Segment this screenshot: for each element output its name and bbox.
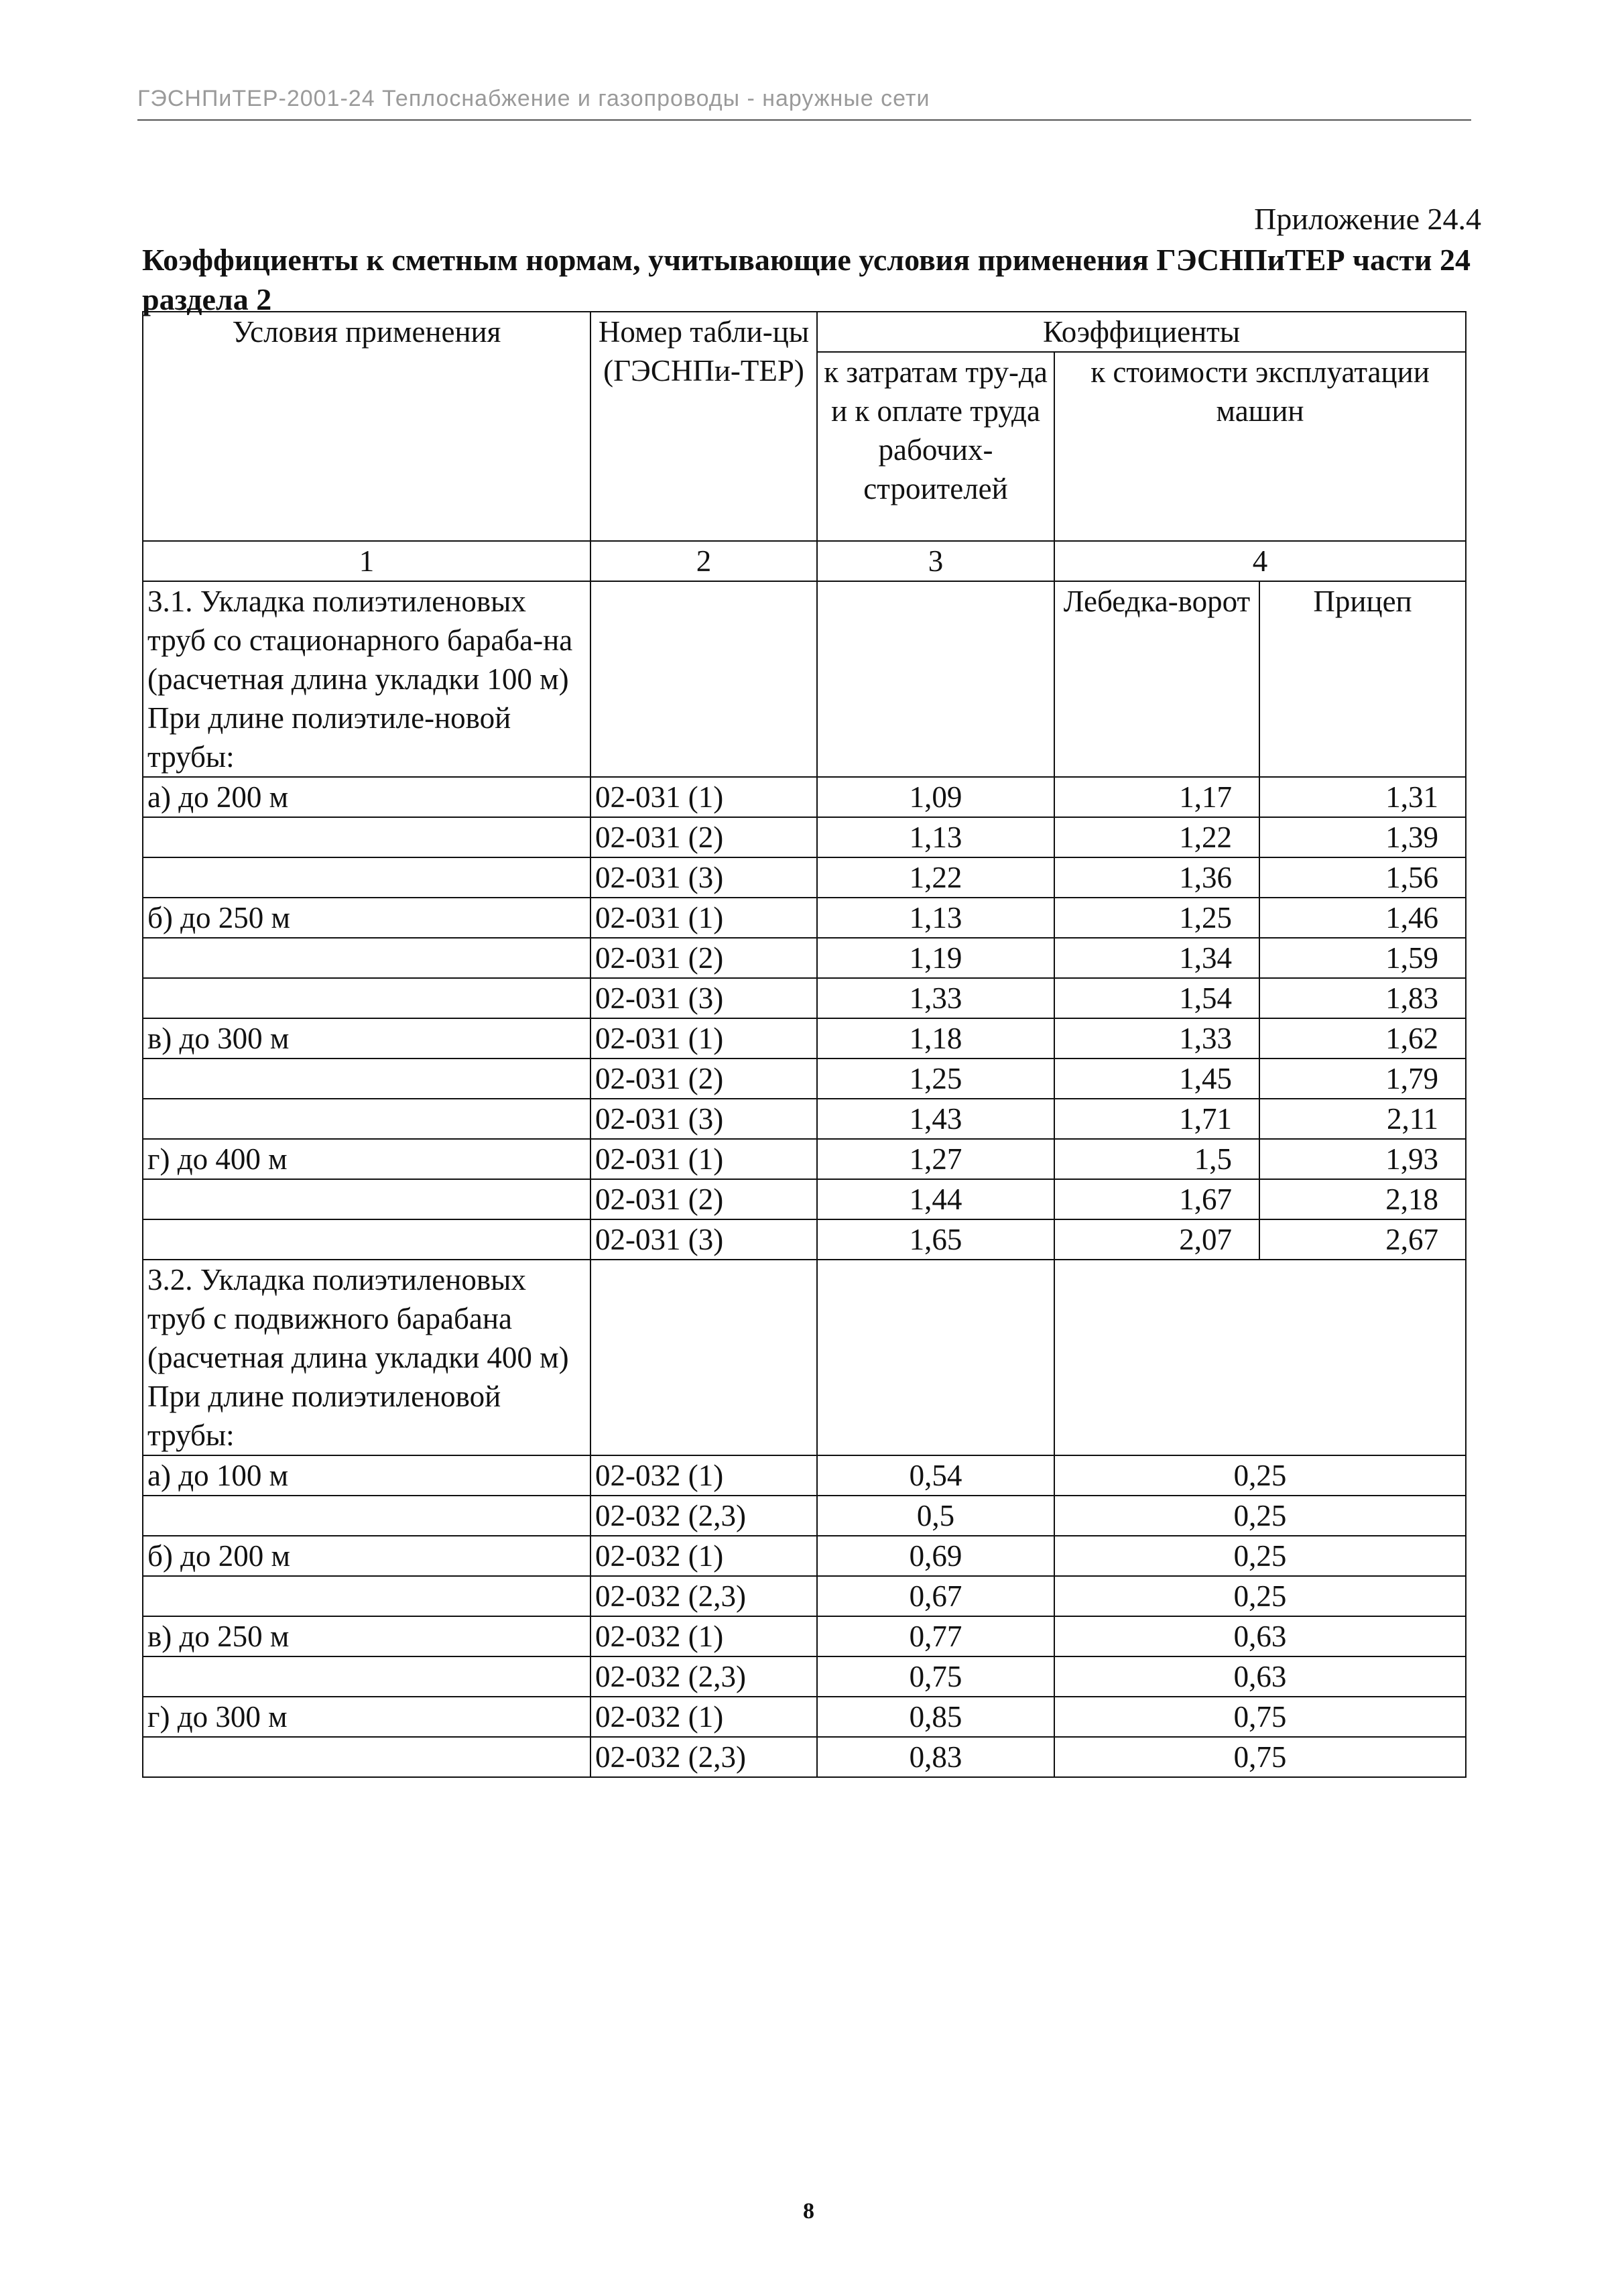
table-row xyxy=(143,857,1466,898)
condition-cell: г) до 300 м xyxy=(143,1697,590,1737)
section-2-body xyxy=(143,1260,1466,1777)
table-header-group xyxy=(143,312,1466,581)
condition-cell xyxy=(143,1099,590,1139)
table-row xyxy=(143,1219,1466,1260)
table-number-cell: 02-031 (2) xyxy=(590,817,817,857)
section-2-label-part2: При длине полиэтиленовой трубы: xyxy=(147,1380,501,1452)
condition-cell xyxy=(143,1219,590,1260)
section-2-label xyxy=(143,1260,590,1455)
condition-cell xyxy=(143,978,590,1018)
table-row xyxy=(143,1179,1466,1219)
labor-coef-cell: 1,27 xyxy=(817,1139,1054,1179)
table-number-cell: 02-032 (2,3) xyxy=(590,1737,817,1777)
table-number-cell: 02-031 (1) xyxy=(590,1018,817,1059)
page-number: 8 xyxy=(803,2199,814,2224)
table-number-cell: 02-032 (1) xyxy=(590,1616,817,1656)
appendix-label: Приложение 24.4 xyxy=(1254,202,1481,236)
trailer-coef-cell: 2,18 xyxy=(1259,1179,1466,1219)
coefficients-table xyxy=(142,311,1467,1778)
labor-coef-cell: 0,85 xyxy=(817,1697,1054,1737)
col-number-4: 4 xyxy=(1054,541,1466,581)
winch-coef-cell: 1,67 xyxy=(1054,1179,1259,1219)
table-row xyxy=(143,898,1466,938)
header-labor: к затратам тру-да и к оплате труда рабочих-строителей xyxy=(817,352,1054,541)
header-table-number: Номер табли-цы (ГЭСНПи-ТЕР) xyxy=(590,312,817,541)
condition-cell xyxy=(143,1576,590,1616)
labor-coef-cell: 0,54 xyxy=(817,1455,1054,1496)
empty-cell xyxy=(817,1260,1054,1455)
condition-cell: в) до 300 м xyxy=(143,1018,590,1059)
condition-cell xyxy=(143,1496,590,1536)
table-number-cell: 02-031 (1) xyxy=(590,898,817,938)
table-number-cell: 02-031 (1) xyxy=(590,1139,817,1179)
table-number-cell: 02-031 (3) xyxy=(590,1099,817,1139)
table-number-cell: 02-031 (3) xyxy=(590,978,817,1018)
table-number-cell: 02-032 (2,3) xyxy=(590,1656,817,1697)
machines-coef-cell: 0,25 xyxy=(1054,1576,1466,1616)
table-number-cell: 02-031 (3) xyxy=(590,1219,817,1260)
table-row xyxy=(143,1059,1466,1099)
labor-coef-cell: 0,77 xyxy=(817,1616,1054,1656)
table-row xyxy=(143,1018,1466,1059)
trailer-coef-cell: 1,39 xyxy=(1259,817,1466,857)
winch-coef-cell: 2,07 xyxy=(1054,1219,1259,1260)
table-row xyxy=(143,817,1466,857)
winch-coef-cell: 1,45 xyxy=(1054,1059,1259,1099)
sub-header-trailer: Прицеп xyxy=(1259,581,1466,777)
labor-coef-cell: 1,33 xyxy=(817,978,1054,1018)
machines-coef-cell: 0,25 xyxy=(1054,1455,1466,1496)
labor-coef-cell: 1,13 xyxy=(817,817,1054,857)
condition-cell: б) до 250 м xyxy=(143,898,590,938)
winch-coef-cell: 1,71 xyxy=(1054,1099,1259,1139)
condition-cell: а) до 200 м xyxy=(143,777,590,817)
machines-coef-cell: 0,63 xyxy=(1054,1616,1466,1656)
table-row xyxy=(143,1099,1466,1139)
winch-coef-cell: 1,5 xyxy=(1054,1139,1259,1179)
condition-cell xyxy=(143,857,590,898)
table-row xyxy=(143,938,1466,978)
table-row xyxy=(143,1455,1466,1496)
condition-cell: в) до 250 м xyxy=(143,1616,590,1656)
header-divider xyxy=(137,119,1471,121)
table-number-cell: 02-031 (1) xyxy=(590,777,817,817)
condition-cell xyxy=(143,938,590,978)
document-title: Коэффициенты к сметным нормам, учитывающие условия применения ГЭСНПиТЕР части 24 раздела 2 xyxy=(142,243,1471,316)
trailer-coef-cell: 1,31 xyxy=(1259,777,1466,817)
table-number-cell: 02-032 (2,3) xyxy=(590,1576,817,1616)
table-row xyxy=(143,1536,1466,1576)
running-header: ГЭСНПиТЕР-2001-24 Теплоснабжение и газопроводы - наружные сети xyxy=(137,86,930,111)
labor-coef-cell: 0,83 xyxy=(817,1737,1054,1777)
machines-coef-cell: 0,63 xyxy=(1054,1656,1466,1697)
table-number-cell: 02-031 (2) xyxy=(590,1059,817,1099)
header-conditions: Условия применения xyxy=(143,312,590,541)
labor-coef-cell: 1,13 xyxy=(817,898,1054,938)
table-row xyxy=(143,1656,1466,1697)
table-row xyxy=(143,1139,1466,1179)
trailer-coef-cell: 2,67 xyxy=(1259,1219,1466,1260)
table-number-cell: 02-032 (2,3) xyxy=(590,1496,817,1536)
condition-cell xyxy=(143,817,590,857)
condition-cell xyxy=(143,1737,590,1777)
labor-coef-cell: 1,25 xyxy=(817,1059,1054,1099)
table-number-cell: 02-032 (1) xyxy=(590,1455,817,1496)
table-row xyxy=(143,1496,1466,1536)
condition-cell xyxy=(143,1059,590,1099)
winch-coef-cell: 1,33 xyxy=(1054,1018,1259,1059)
empty-cell xyxy=(1054,1260,1466,1455)
condition-cell: г) до 400 м xyxy=(143,1139,590,1179)
winch-coef-cell: 1,22 xyxy=(1054,817,1259,857)
section-2-label-part1: 3.2. Укладка полиэтиленовых труб с подвижного барабана (расчетная длина укладки 400 м) xyxy=(147,1263,569,1374)
condition-cell xyxy=(143,1179,590,1219)
table-row xyxy=(143,1737,1466,1777)
trailer-coef-cell: 1,83 xyxy=(1259,978,1466,1018)
table-row xyxy=(143,1576,1466,1616)
section-2-heading-row xyxy=(143,1260,1466,1455)
labor-coef-cell: 1,44 xyxy=(817,1179,1054,1219)
winch-coef-cell: 1,34 xyxy=(1054,938,1259,978)
machines-coef-cell: 0,25 xyxy=(1054,1496,1466,1536)
machines-coef-cell: 0,25 xyxy=(1054,1536,1466,1576)
col-number-1: 1 xyxy=(143,541,590,581)
labor-coef-cell: 0,67 xyxy=(817,1576,1054,1616)
empty-cell xyxy=(590,1260,817,1455)
winch-coef-cell: 1,17 xyxy=(1054,777,1259,817)
trailer-coef-cell: 1,93 xyxy=(1259,1139,1466,1179)
table-number-cell: 02-032 (1) xyxy=(590,1697,817,1737)
labor-coef-cell: 1,18 xyxy=(817,1018,1054,1059)
trailer-coef-cell: 2,11 xyxy=(1259,1099,1466,1139)
machines-coef-cell: 0,75 xyxy=(1054,1737,1466,1777)
table-row xyxy=(143,978,1466,1018)
labor-coef-cell: 1,09 xyxy=(817,777,1054,817)
empty-cell xyxy=(817,581,1054,777)
empty-cell xyxy=(590,581,817,777)
table-number-cell: 02-031 (3) xyxy=(590,857,817,898)
table-number-cell: 02-031 (2) xyxy=(590,938,817,978)
header-coefficients: Коэффициенты xyxy=(817,312,1466,352)
winch-coef-cell: 1,54 xyxy=(1054,978,1259,1018)
condition-cell: б) до 200 м xyxy=(143,1536,590,1576)
table-row xyxy=(143,1697,1466,1737)
trailer-coef-cell: 1,79 xyxy=(1259,1059,1466,1099)
labor-coef-cell: 0,5 xyxy=(817,1496,1054,1536)
condition-cell: а) до 100 м xyxy=(143,1455,590,1496)
header-machines: к стоимости эксплуатации машин xyxy=(1054,352,1466,541)
labor-coef-cell: 1,65 xyxy=(817,1219,1054,1260)
table-number-cell: 02-031 (2) xyxy=(590,1179,817,1219)
table-number-cell: 02-032 (1) xyxy=(590,1536,817,1576)
condition-cell xyxy=(143,1656,590,1697)
table-row xyxy=(143,777,1466,817)
section-1-heading-row xyxy=(143,581,1466,777)
trailer-coef-cell: 1,56 xyxy=(1259,857,1466,898)
trailer-coef-cell: 1,62 xyxy=(1259,1018,1466,1059)
sub-header-winch: Лебедка-ворот xyxy=(1054,581,1259,777)
col-number-3: 3 xyxy=(817,541,1054,581)
labor-coef-cell: 1,22 xyxy=(817,857,1054,898)
labor-coef-cell: 0,75 xyxy=(817,1656,1054,1697)
winch-coef-cell: 1,36 xyxy=(1054,857,1259,898)
header-row-1 xyxy=(143,312,1466,352)
machines-coef-cell: 0,75 xyxy=(1054,1697,1466,1737)
labor-coef-cell: 0,69 xyxy=(817,1536,1054,1576)
column-number-row xyxy=(143,541,1466,581)
winch-coef-cell: 1,25 xyxy=(1054,898,1259,938)
table-row xyxy=(143,1616,1466,1656)
trailer-coef-cell: 1,46 xyxy=(1259,898,1466,938)
section-1-body xyxy=(143,581,1466,1260)
labor-coef-cell: 1,43 xyxy=(817,1099,1054,1139)
trailer-coef-cell: 1,59 xyxy=(1259,938,1466,978)
section-1-label: 3.1. Укладка полиэтиленовых труб со стационарного бараба-на (расчетная длина укладки 100 м) При длине полиэтиле-новой трубы: xyxy=(143,581,590,777)
labor-coef-cell: 1,19 xyxy=(817,938,1054,978)
col-number-2: 2 xyxy=(590,541,817,581)
